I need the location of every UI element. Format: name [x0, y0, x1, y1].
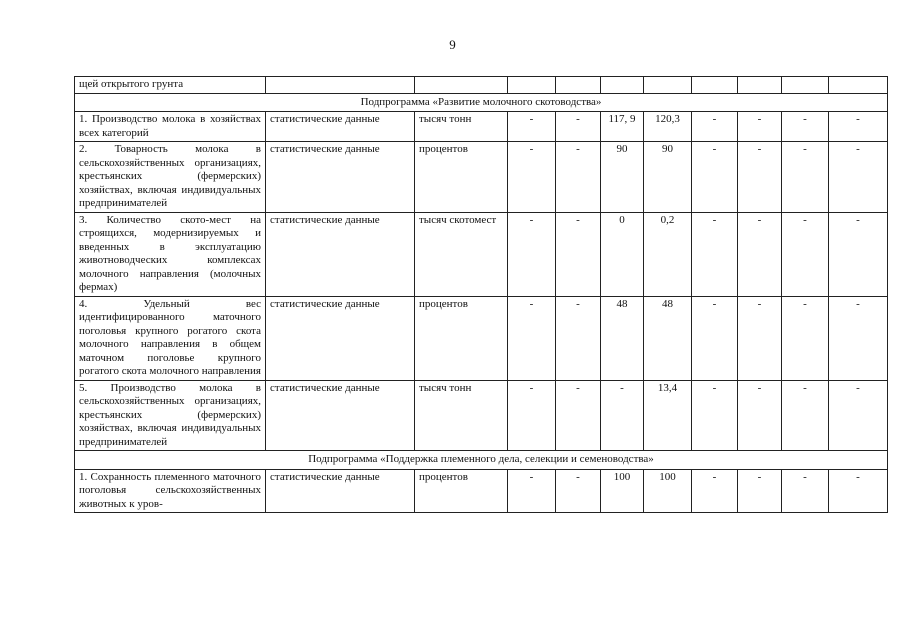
row-value: -	[556, 296, 601, 380]
row-value: -	[692, 469, 738, 513]
row-value: 0	[601, 212, 644, 296]
row-value: -	[782, 112, 829, 142]
row-value: -	[692, 212, 738, 296]
row-unit: тысяч тонн	[415, 112, 508, 142]
row-value: -	[738, 469, 782, 513]
row-value: -	[829, 212, 888, 296]
row-value: 100	[644, 469, 692, 513]
row-unit: тысяч тонн	[415, 380, 508, 451]
row-name: 1. Производство молока в хозяйствах всех категорий	[75, 112, 266, 142]
row-value: -	[692, 380, 738, 451]
row-value: -	[829, 142, 888, 213]
row-value: 0,2	[644, 212, 692, 296]
row-unit: тысяч скотомест	[415, 212, 508, 296]
subprogram-title: Подпрограмма «Поддержка племенного дела, селекции и семеноводства»	[75, 451, 888, 470]
row-value: -	[829, 469, 888, 513]
row-source: статистические данные	[266, 380, 415, 451]
row-value: -	[782, 380, 829, 451]
row-value: 117, 9	[601, 112, 644, 142]
row-name: 3. Количество ското-мест на строящихся, модернизируемых и введенных в эксплуатацию животноводческих комплексах молочного направления (молочных фермах)	[75, 212, 266, 296]
row-source: статистические данные	[266, 212, 415, 296]
indicators-table	[74, 76, 888, 513]
row-value: -	[508, 142, 556, 213]
row-value: -	[508, 469, 556, 513]
row-value: 90	[601, 142, 644, 213]
row-source: статистические данные	[266, 142, 415, 213]
row-unit: процентов	[415, 469, 508, 513]
page-number: 9	[449, 37, 456, 52]
row-value: -	[692, 142, 738, 213]
row-value: 13,4	[644, 380, 692, 451]
row-value: 120,3	[644, 112, 692, 142]
row-value: 48	[644, 296, 692, 380]
row-value: -	[508, 212, 556, 296]
row-value: -	[508, 380, 556, 451]
row-name: 1. Сохранность племенного маточного поголовья сельскохозяйственных животных к уров-	[75, 469, 266, 513]
row-value: -	[556, 212, 601, 296]
table-row	[75, 112, 888, 142]
row-unit: процентов	[415, 142, 508, 213]
row-value: -	[556, 380, 601, 451]
subprogram-header	[75, 93, 888, 112]
table-row	[75, 142, 888, 213]
subprogram-header	[75, 451, 888, 470]
table-row	[75, 77, 888, 94]
row-value: 48	[601, 296, 644, 380]
row-value: -	[692, 112, 738, 142]
row-value: -	[738, 296, 782, 380]
row-name: 5. Производство молока в сельскохозяйственных организациях, крестьянских (фермерских) хозяйствах, включая индивидуальных предпринимателей	[75, 380, 266, 451]
row-value: -	[782, 212, 829, 296]
row-name: щей открытого грунта	[75, 77, 266, 94]
row-value: 100	[601, 469, 644, 513]
row-value: -	[782, 142, 829, 213]
row-unit: процентов	[415, 296, 508, 380]
row-value: -	[556, 469, 601, 513]
row-value: -	[829, 112, 888, 142]
row-name: 2. Товарность молока в сельскохозяйственных организациях, крестьянских (фермерских) хозяйствах, включая индивидуальных предпринимателей	[75, 142, 266, 213]
row-source: статистические данные	[266, 112, 415, 142]
row-value: -	[738, 142, 782, 213]
row-source: статистические данные	[266, 296, 415, 380]
subprogram-title: Подпрограмма «Развитие молочного скотоводства»	[75, 93, 888, 112]
row-value: -	[829, 296, 888, 380]
table-row	[75, 212, 888, 296]
row-value: -	[601, 380, 644, 451]
row-value: -	[692, 296, 738, 380]
row-value: -	[556, 142, 601, 213]
row-value: -	[738, 380, 782, 451]
row-source: статистические данные	[266, 469, 415, 513]
table-row	[75, 469, 888, 513]
row-value: -	[508, 296, 556, 380]
row-value: -	[782, 296, 829, 380]
row-value: -	[556, 112, 601, 142]
row-name: 4. Удельный вес идентифицированного маточного поголовья крупного рогатого скота молочного направления в общем маточном поголовье крупного рогатого скота молочного направления	[75, 296, 266, 380]
row-value: -	[782, 469, 829, 513]
table-row	[75, 296, 888, 380]
row-value: -	[829, 380, 888, 451]
row-value: 90	[644, 142, 692, 213]
row-value: -	[508, 112, 556, 142]
row-value: -	[738, 212, 782, 296]
table-row	[75, 380, 888, 451]
row-value: -	[738, 112, 782, 142]
